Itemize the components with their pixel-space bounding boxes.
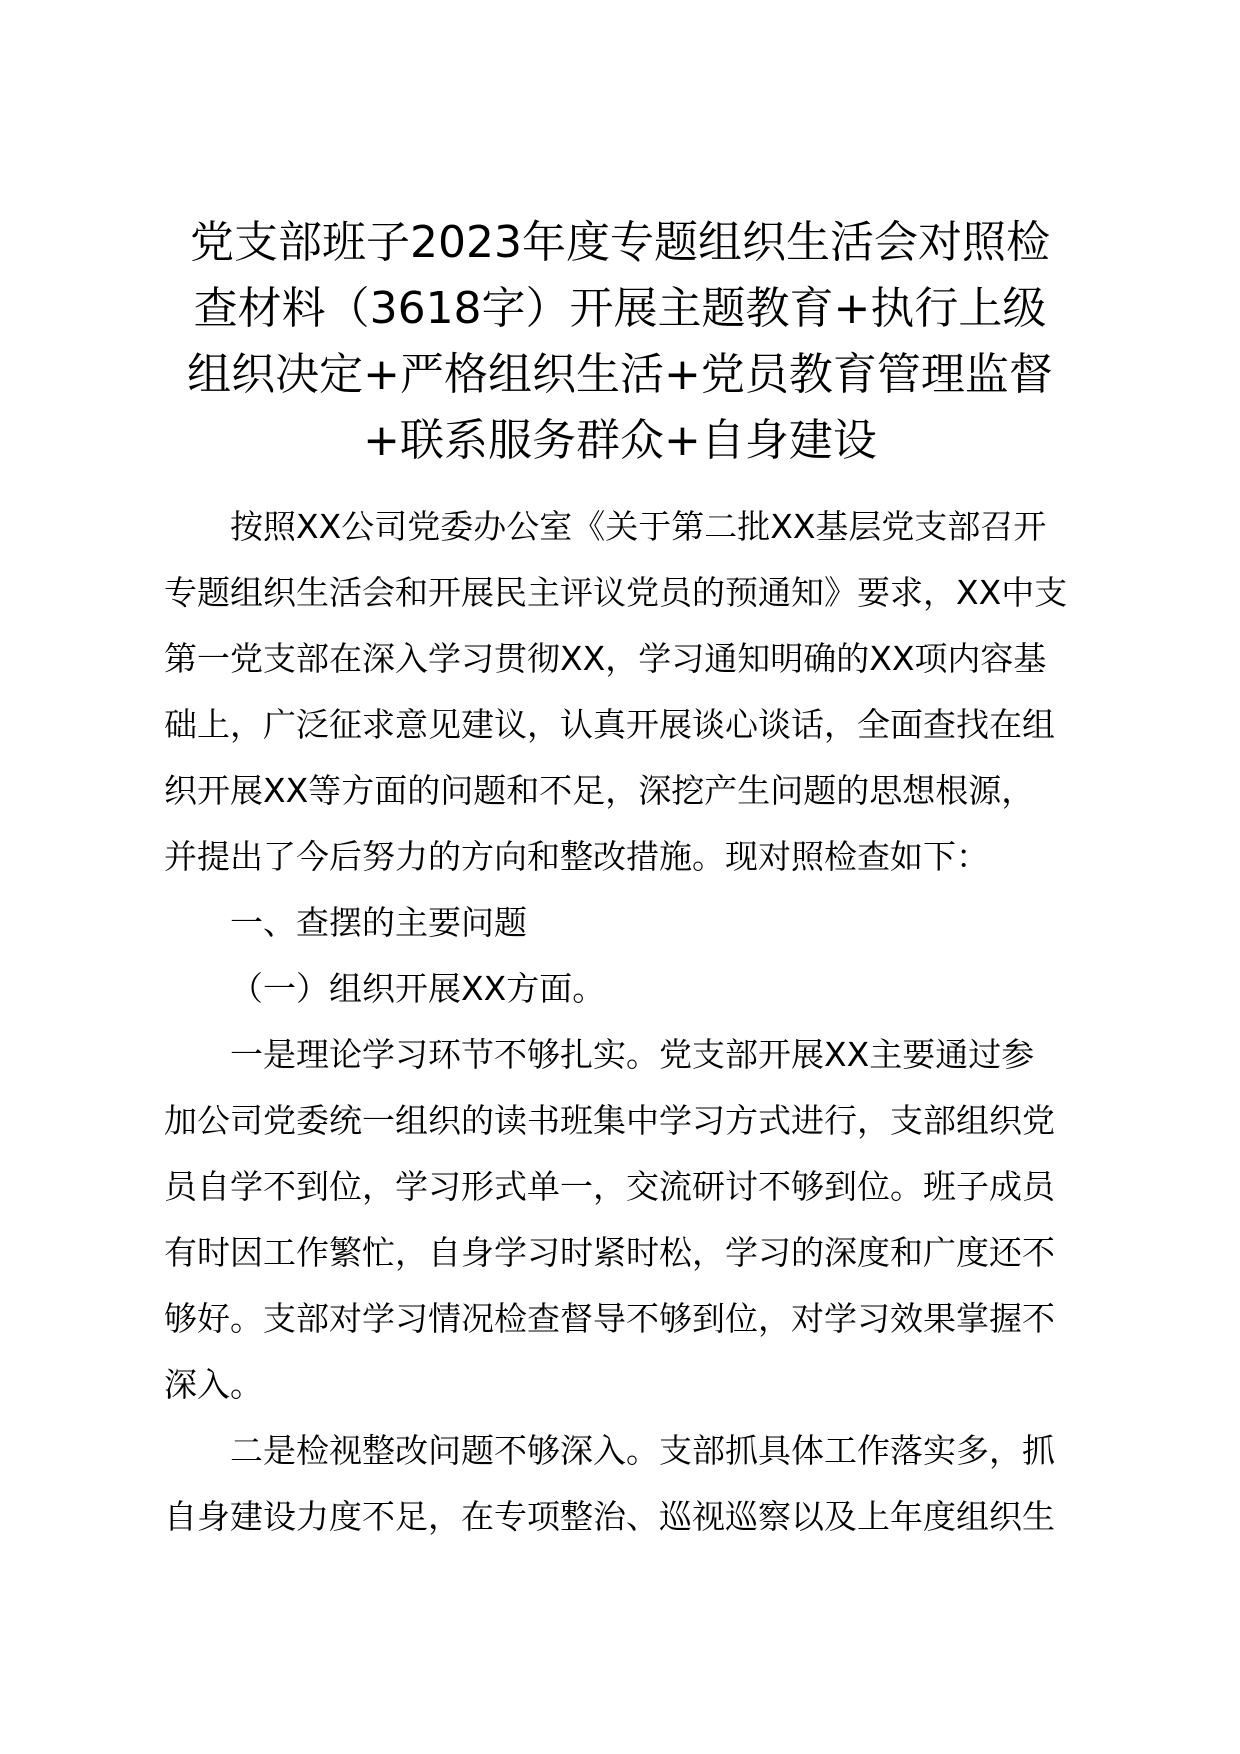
paragraph-line: 够好。支部对学习情况检查督导不够到位，对学习效果掌握不 xyxy=(164,1299,1055,1338)
title-line: 组织决定+严格组织生活+党员教育管理监督 xyxy=(187,349,1053,400)
title-line: +联系服务群众+自身建设 xyxy=(363,415,877,466)
paragraph-line: 一是理论学习环节不够扎实。党支部开展XX主要通过参 xyxy=(230,1035,1035,1074)
subsection-heading: （一）组织开展XX方面。 xyxy=(230,969,606,1008)
title-line: 查材料（3618字）开展主题教育+执行上级 xyxy=(193,283,1047,334)
paragraph-line: 有时因工作繁忙，自身学习时紧时松，学习的深度和广度还不 xyxy=(164,1233,1055,1272)
paragraph-line: 深入。 xyxy=(164,1365,263,1404)
paragraph-line: 员自学不到位，学习形式单一，交流研讨不够到位。班子成员 xyxy=(164,1167,1055,1206)
title-line: 党支部班子2023年度专题组织生活会对照检 xyxy=(190,217,1050,268)
paragraph-line: 并提出了今后努力的方向和整改措施。现对照检查如下： xyxy=(164,837,989,876)
document-title xyxy=(150,210,1090,474)
paragraph-line: 专题组织生活会和开展民主评议党员的预通知》要求，XX中支 xyxy=(164,573,1068,612)
paragraph-line: 自身建设力度不足，在专项整治、巡视巡察以及上年度组织生 xyxy=(164,1497,1055,1536)
paragraph-line: 第一党支部在深入学习贯彻XX，学习通知明确的XX项内容基 xyxy=(164,639,1047,678)
section-heading: 一、查摆的主要问题 xyxy=(230,903,527,942)
paragraph-line: 加公司党委统一组织的读书班集中学习方式进行，支部组织党 xyxy=(164,1101,1055,1140)
paragraph-line: 二是检视整改问题不够深入。支部抓具体工作落实多，抓 xyxy=(230,1431,1055,1470)
paragraph-line: 按照XX公司党委办公室《关于第二批XX基层党支部召开 xyxy=(230,507,1047,546)
paragraph-line: 础上，广泛征求意见建议，认真开展谈心谈话，全面查找在组 xyxy=(164,705,1055,744)
paragraph-line: 织开展XX等方面的问题和不足，深挖产生问题的思想根源， xyxy=(164,771,1035,810)
